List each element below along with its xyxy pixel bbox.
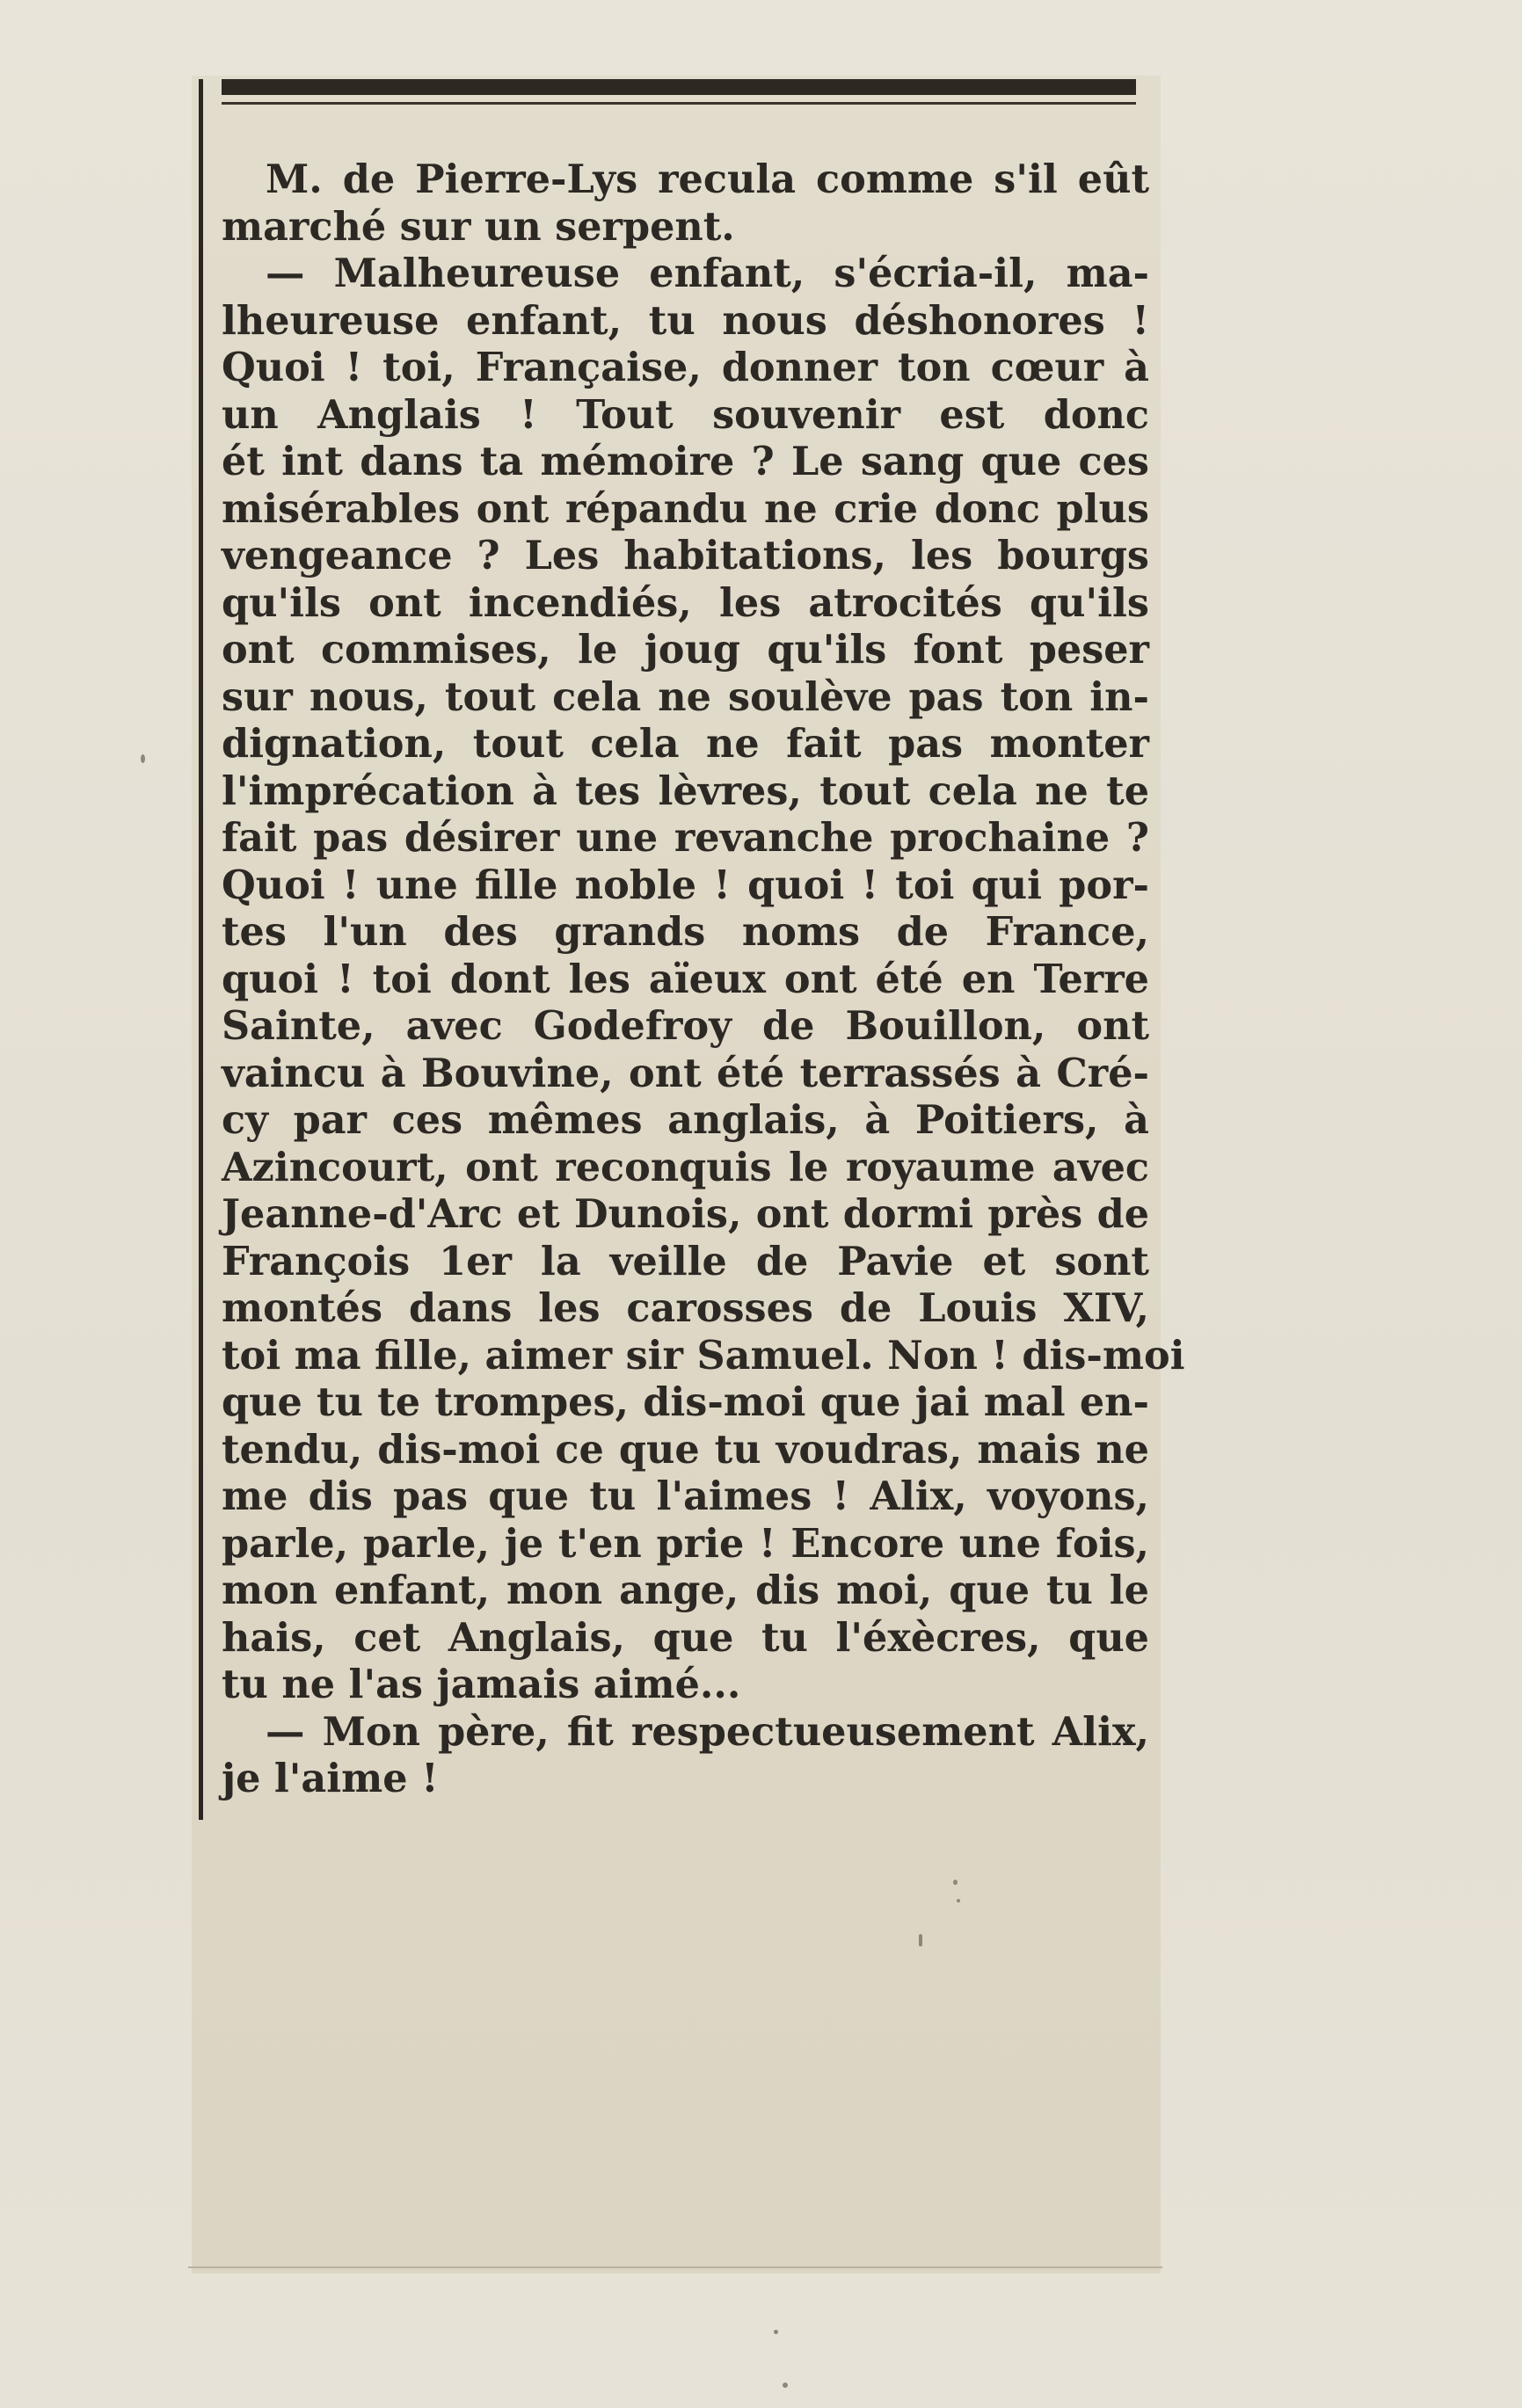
article-text-column [222,156,1185,1803]
article-line-29: me dis pas que tu l'aimes ! Alix, voyons, [222,1473,1149,1519]
article-line-27: que tu te trompes, dis-moi que jai mal en- [222,1379,1149,1425]
article-line-7: ét int dans ta mémoire ? Le sang que ces [222,439,1149,484]
article-line-34: — Mon père, fit respectueusement Alix, [266,1708,1149,1755]
article-line-4: lheureuse enfant, tu nous déshonores ! [222,297,1149,344]
article-line-16: Quoi ! une fille noble ! quoi ! toi qui por- [222,862,1149,908]
article-line-22: Azincourt, ont reconquis le royaume avec [222,1144,1149,1190]
article-line-17: tes l'un des grands noms de France, [222,909,1149,955]
article-line-26: toi ma fille, aimer sir Samuel. Non ! dis-moi [222,1332,1185,1379]
paper-speck [783,2383,788,2388]
article-line-1: M. de Pierre-Lys recula comme s'il eût [266,156,1149,202]
article-line-24: François 1er la veille de Pavie et sont [222,1238,1149,1284]
article-line-35: je l'aime ! [222,1756,439,1801]
article-line-30: parle, parle, je t'en prie ! Encore une fois, [222,1520,1149,1567]
article-line-28: tendu, dis-moi ce que tu voudras, mais ne [222,1426,1149,1473]
article-line-23: Jeanne-d'Arc et Dunois, ont dormi près de [222,1191,1149,1237]
article-line-31: mon enfant, mon ange, dis moi, que tu le [222,1568,1149,1613]
article-line-2: marché sur un serpent. [222,203,735,250]
article-line-21: cy par ces mêmes anglais, à Poitiers, à [222,1097,1149,1143]
article-line-18: quoi ! toi dont les aïeux ont été en Terre [222,956,1149,1002]
article-line-15: fait pas désirer une revanche prochaine ? [222,815,1149,861]
article-line-14: l'imprécation à tes lèvres, tout cela ne te [222,768,1149,814]
article-line-20: vaincu à Bouvine, ont été terrassés à Cré- [222,1050,1149,1096]
article-line-13: dignation, tout cela ne fait pas monter [222,721,1149,767]
paper-speck [957,1899,960,1902]
article-line-6: un Anglais ! Tout souvenir est donc [222,391,1149,438]
article-line-3: — Malheureuse enfant, s'écria-il, ma- [266,251,1149,296]
article-line-32: hais, cet Anglais, que tu l'éxècres, que [222,1614,1149,1661]
paper-speck [774,2330,778,2334]
article-line-12: sur nous, tout cela ne soulève pas ton in- [222,673,1149,720]
clipping-bottom-edge [188,2266,1162,2268]
paper-speck [953,1880,958,1885]
article-line-8: misérables ont répandu ne crie donc plus [222,485,1149,532]
article-line-11: ont commises, le joug qu'ils font peser [222,627,1149,673]
paper-speck [919,1934,922,1946]
column-left-rule [199,79,203,1820]
article-line-9: vengeance ? Les habitations, les bourgs [222,533,1149,578]
paper-speck [141,754,145,763]
article-line-10: qu'ils ont incendiés, les atrocités qu'ils [222,579,1149,626]
column-top-thin-rule [222,102,1136,105]
article-line-19: Sainte, avec Godefroy de Bouillon, ont [222,1003,1149,1049]
article-line-33: tu ne l'as jamais aimé... [222,1662,741,1707]
column-top-rule [222,79,1136,95]
article-line-25: montés dans les carosses de Louis XIV, [222,1285,1149,1331]
article-line-5: Quoi ! toi, Française, donner ton cœur à [222,345,1149,390]
